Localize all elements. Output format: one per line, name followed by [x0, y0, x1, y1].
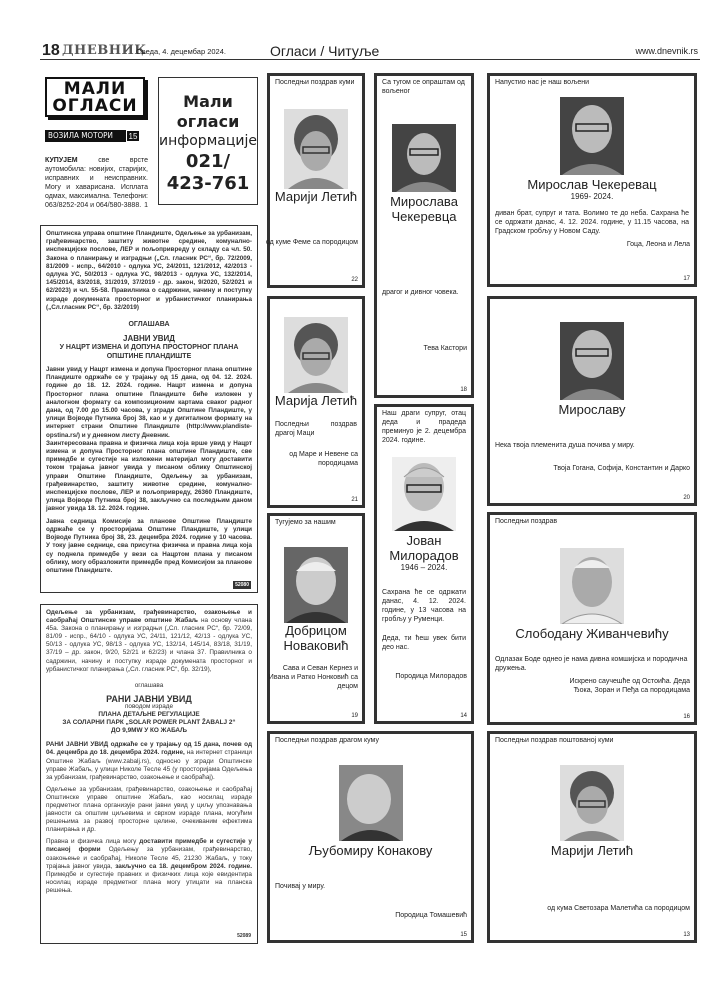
notice-bold-text: доставити примедбе и сугестије у писаној форми [46, 838, 252, 854]
life-years: 1946 – 2024. [400, 563, 448, 572]
deceased-name: Марији Летић [550, 843, 634, 858]
deceased-name: Мирославу [558, 402, 626, 417]
obituary-text: драгог и дивног човека. [382, 289, 459, 296]
notice-subtitle: У НАЦРТ ИЗМЕНА И ДОПУНА ПРОСТОРНОГ ПЛАНА ОПШТИНЕ ПЛАНДИШТЕ [59, 344, 239, 361]
obituary-intro: Са тугом се опраштам од вољеног [382, 79, 465, 95]
notice-plan-title: ПЛАНА ДЕТАЉНЕ РЕГУЛАЦИЈЕ [98, 711, 200, 719]
notice-announces: оглашава [134, 681, 164, 689]
portrait-photo [392, 124, 456, 192]
obituary-intro: Последњи поздрав драгом куму [275, 737, 379, 744]
obituary-signature: Породица Милорадов [395, 673, 467, 680]
notice-paragraph: Примедбе и сугестије правних и физичких лица које евидентира носилац израде предметног плана могу утицати на планска решења. [46, 870, 252, 894]
obituary-intro: Наш драги супруг, отац деда и прадеда преминуо је 2. децембра 2024. године. [382, 410, 466, 444]
notice-intro: Општинска управа општине Пландиште, Одељење за урбанизам, грађевинарство, заштиту животне средине, комунално-инспекцијске послове, ЛЕР и пољопривреду у складу са чл. 50. Закона о планирању и изградњи („Сл. гласник РС“, бр. 72/2009, 81/2009 - испр., 64/2010 - одлука УС, 24/2011, 121/2012, 42/2013 - одлука УС, 50/2013 - одлука УС, 98/2013 - одлука УС, 132/2014, 145/2014, 83/2018, 31/2019, 37/2019 - др. закон, 9/2020, 52/2021 и 62/2023) и чл. 55-58. Правилника о садржини, начину и поступку израде докумената просторног и урбанистичког планирања („Сл.гласник РС“, бр. 32/2019) [46, 230, 252, 311]
obituary-signature: од куме Феме са породицом [265, 239, 358, 246]
portrait-photo [284, 547, 348, 623]
life-years: 1969- 2024. [570, 192, 614, 201]
deceased-name: Добрицом Новаковић [283, 623, 349, 653]
notice-paragraph: Заинтересована правна и физичка лица која врше увид у Нацрт измена и допуна Просторног плана општине Пландиште, све примедбе и сугестије на изложени материјал могу доставити током трајања јавног увида у писаном облику Општинској управи Општине Пландиште, Одељењу за урбанизам, грађевинарство, заштиту животне средине, комунално-инспекцијске послове, ЛЕР и пољопривреду, 26360 Пландиште, улица Војводе Путника број 38, закључно са последњим даном јавног увида 18. 12. 2024. године. [46, 439, 252, 513]
obituary-card [487, 512, 697, 725]
obituary-card [267, 296, 365, 508]
ad-number: 22 [351, 277, 358, 283]
ad-number: 1 [144, 202, 148, 209]
obituary-text: диван брат, супруг и тата. Волимо те до неба. Сахрана ће се одржати данас, 4. 12. 2024. године, у 11.15 часова, на Градском гробљу у Новом Саду. [495, 210, 689, 235]
notice-plan-title: ДО 9,9MW У КО ЖАБАЉ [110, 727, 188, 735]
ad-number: 17 [683, 276, 690, 282]
obituary-signature: од кума Светозара Малетића са породицом [547, 905, 690, 912]
notice-announces: ОГЛАШАВА [128, 321, 170, 329]
deceased-name: Мирослав Чекеревац [527, 177, 657, 192]
portrait-photo [560, 765, 624, 841]
info-line-3: информације [159, 133, 257, 149]
obituary-intro: Последњи поздрав [495, 518, 558, 525]
deceased-name: Јован Милорадов [389, 533, 459, 563]
notice-title: РАНИ ЈАВНИ УВИД [106, 693, 192, 704]
ad-number: 16 [683, 714, 690, 720]
notice-occasion: поводом израде [124, 702, 174, 710]
classified-ad [45, 156, 148, 210]
obituary-text: Почивај у миру. [275, 883, 326, 890]
obituary-signature: Искрено саучешће од Остоића. Деда Ђока, Зоран и Пеђа са породицама [569, 678, 690, 694]
obituary-text: Одлазак Боде однео је нама дивна комшијска и породична дружења. [495, 656, 688, 672]
obituary-intro: Последњи поздрав поштованој куми [495, 737, 614, 744]
obituary-intro: Последњи поздрав куми [275, 79, 355, 86]
notice-plan-title: ЗА СОЛАРНИ ПАРК „SOLAR POWER PLANT ŽABALJ 2“ [62, 719, 236, 727]
obituary-signature: Сава и Севан Кернез и Ивана и Ратко Нонковић са децом [268, 665, 358, 690]
ad-number: 13 [683, 932, 690, 938]
portrait-photo [339, 765, 403, 841]
notice-code: 52089 [237, 932, 251, 939]
obituary-signature: Гоца, Леона и Лела [626, 241, 690, 248]
obituary-signature: Твоја Гогана, Софија, Константин и Дарко [553, 465, 690, 472]
deceased-name: Слободану Живанчевићу [515, 626, 669, 641]
logo-line-1: МАЛИ [63, 79, 127, 99]
obituary-card [267, 731, 474, 943]
ad-number: 15 [460, 932, 467, 938]
notice-paragraph: на интернет страници Општине Жабаљ (www.zabalj.rs), односно у згради Општинске управе Жабаљ, у улици Николе Тесле 45 (у просторијама Одељења за урбанизам, грађевинарство, озакоњење и саобраћај). [46, 749, 253, 781]
notice-intro: на основу члана 45а. Закона о планирању и изградњи („Сл. гласник РС“, бр. 72/09, 81/09 - испр., 64/10 - одлука УС, 24/11, 121/12, 42/13 - одлука УС, 50/13 - одлука УС, 98/13 - одлука УС, 132/14, 145/14, 83/18, 31/19, 37/19 – др. закон, 9/20, 52/21 и 62/23) и члана 37. Правилника о садржини, начину и поступку израде докумената просторног и урбанистичког планирања („Сл. гласник РС“, бр. 32/19), [46, 617, 252, 673]
public-notice-plandiste [40, 225, 258, 593]
obituary-card [487, 731, 697, 943]
portrait-photo [560, 97, 624, 175]
notice-bold-text: закључно са 18. децембром 2024. године. [115, 862, 252, 870]
ad-number: 21 [351, 497, 358, 503]
deceased-name: Мирослава Чекеревца [390, 194, 458, 224]
obituary-card [267, 73, 365, 288]
obituary-signature: Породица Томашевић [395, 912, 467, 919]
ad-text: све врсте аутомобила: новијих, старијих, исправних и неисправних. Могу и хаварисана. Исплата одмах, максимална. Телефони: 063/8252-204 и 064/580-3888. [45, 157, 148, 209]
notice-title: ЈАВНИ УВИД [123, 334, 175, 344]
obituary-text: Последњи поздрав драгој Маци [275, 421, 357, 437]
obituary-card [374, 404, 474, 724]
ad-number: 14 [460, 713, 467, 719]
deceased-name: Марији Летић [274, 189, 358, 204]
obituary-signature: од Маре и Невене са породицама [289, 451, 358, 467]
notice-paragraph: Правна и физичка лица могу [46, 838, 137, 846]
info-phone-prefix: 021/ [185, 151, 231, 172]
deceased-name: Љубомиру Конакову [308, 843, 433, 858]
ad-number: 18 [460, 387, 467, 393]
obituary-text: Сахрана ће се одржати данас, 4. 12. 2024. године, у 13 часова на гробљу у Руменци. [382, 589, 466, 623]
issue-date: Среда, 4. децембар 2024. [136, 47, 226, 56]
ad-number: 19 [351, 713, 358, 719]
website-link[interactable]: www.dnevnik.rs [635, 46, 698, 56]
notice-paragraph: Јавни увид у Нацрт измена и допуна Просторног плана општине Пландиште одржаће се у трајању од 15 дана, од 04. 12. 2024. године до 18. 12. 2024. године. Нацрт измена и допуна Просторног плана општине Пландиште биће изложен у аналогном формату са композиционим картама сваког радног дана, од 7.00 до 15.00 часова, у згради Општине Пландиште, у улици Војводе Путника број 38, као и у дигиталном формату на интернет страни Општине Пландиште (http://www.plandiste-opstina.rs/) и у дневном листу Дневник. [46, 366, 252, 439]
portrait-photo [560, 322, 624, 400]
obituary-text: Деда, ти ћеш увек бити део нас. [382, 635, 466, 651]
obituary-intro: Напустио нас је наш вољени [495, 79, 590, 86]
ad-number: 20 [683, 495, 690, 501]
category-number: 15 [126, 130, 140, 142]
info-phone-number: 423-761 [166, 173, 250, 194]
logo-line-2: ОГЛАСИ [52, 96, 138, 116]
notice-bold-text: РАНИ ЈАВНИ УВИД одржаће се у трајању од 15 дана, почев од 04. децембра до 18. децембра 2024. године, [46, 741, 252, 757]
portrait-photo [284, 109, 348, 189]
portrait-photo [284, 317, 348, 393]
section-title: Огласи / Читуље [270, 43, 380, 59]
page-number: 18 [42, 42, 60, 59]
obituary-card [374, 73, 474, 398]
info-line-2: огласи [176, 112, 240, 131]
category-header: ВОЗИЛА МОТОРИ [45, 130, 140, 142]
obituary-intro: Тугујемо за нашим [275, 519, 336, 526]
mali-oglasi-logo [45, 77, 145, 117]
portrait-photo [392, 457, 456, 531]
obituary-card [267, 513, 365, 724]
obituary-signature: Тева Кастори [423, 345, 467, 352]
obituary-text: Нека твоја племенита душа почива у миру. [495, 442, 635, 449]
notice-intro-bold: Одељење за урбанизам, грађевинарство, озакоњење и саобраћај Општинске управе општине Жабаљ [46, 609, 252, 625]
public-notice-zabalj [40, 604, 258, 944]
notice-paragraph: Одељењу за урбанизам, грађевинарство, озакоњење и саобраћај, Николе Тесле 45, 21230 Жабаљ, у току трајања јавног увида, [46, 846, 252, 870]
page-header [40, 42, 700, 60]
portrait-photo [560, 548, 624, 624]
deceased-name: Марија Летић [274, 393, 358, 408]
notice-code: 52080 [235, 581, 249, 588]
ad-lead: КУПУЈЕМ [45, 157, 78, 164]
obituary-card [487, 296, 697, 506]
notice-paragraph: Јавна седница Комисије за планове Општине Пландиште одржаће се у просторијама Општине Пландиште, у улици Војводе Путника број 38, 23. децембра 2024. године у 10 часова. У току јавне седнице, сва присутна физичка и правна лица која су поднела примедбе у вези са Нацртом плана у писаном облику, могу образложити примедбе пред Комисијом за планове општине Пландиште. [46, 517, 252, 574]
info-line-1: Мали [183, 92, 233, 111]
classified-info-box [158, 77, 258, 205]
notice-paragraph: Одељење за урбанизам, грађевинарство, озакоњење и саобраћај Општинске управе општине Жабаљ, као носилац израде предметног плана организује рани јавни увид у циљу упознавања јавности са општим циљевима и сврхом израде плана, могућим решењима за развој просторне целине, очекиваним ефектима планирања и др. [46, 785, 252, 834]
newspaper-logo: ДНЕВНИК [62, 43, 147, 58]
obituary-card [487, 73, 697, 287]
